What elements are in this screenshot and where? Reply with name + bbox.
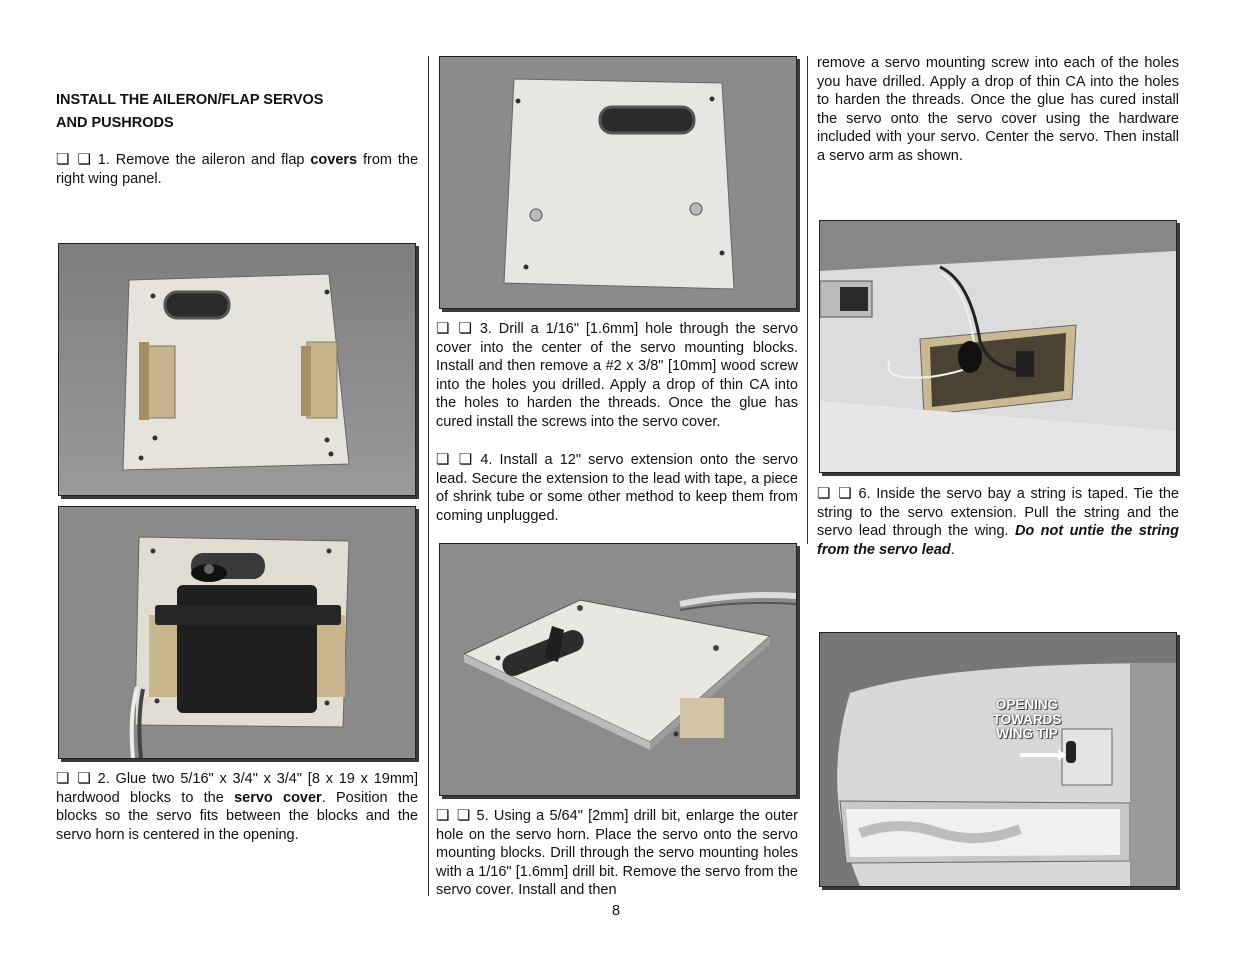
step-4-body: 4. Install a 12" servo extension onto the servo lead. Secure the extension to the lead with tape, a piece of shrink tube or some other method to keep them from coming unplugged. bbox=[436, 452, 799, 524]
step-5-body: 5. Using a 5/64" [2mm] drill bit, enlarge the outer hole on the servo horn. Place the servo onto the servo mounting blocks. Drill through the servo mounting holes with a 1/16" [1.6mm] drill bit. Remove the servo from the servo cover. Install and then bbox=[436, 808, 799, 899]
section-heading-line-1: INSTALL THE AILERON/FLAP SERVOS bbox=[56, 92, 324, 108]
checkbox-icon: ❏ ❏ bbox=[56, 151, 92, 168]
photo-servo-installed bbox=[58, 506, 416, 759]
callout-line-2: TOWARDS bbox=[992, 711, 1062, 727]
step-6-text bbox=[817, 485, 1179, 559]
step-6-post: . bbox=[950, 541, 955, 558]
step-1-bold: covers bbox=[310, 152, 358, 168]
step-3-body: 3. Drill a 1/16" [1.6mm] hole through the servo cover into the center of the servo mounting blocks. Install and then remove a #2 x 3/8" [10mm] wood screw into the holes you drilled. Apply a drop of thin CA into the holes to harden the threads. Once the glue has cured install the screws into the servo cover. bbox=[436, 321, 799, 430]
step-5-text bbox=[436, 807, 798, 900]
checkbox-icon: ❏ ❏ bbox=[436, 320, 473, 337]
step-6-pre: 6. Inside the servo bay a string is taped. Tie the string to the servo extension. Pull the string and the servo lead through the wing. bbox=[817, 486, 1180, 540]
step-1-pre: 1. Remove the aileron and flap bbox=[97, 152, 311, 168]
photo-servo-cover-blocks bbox=[58, 243, 416, 496]
photo-wing-tip-opening bbox=[819, 632, 1177, 887]
section-heading bbox=[56, 89, 396, 135]
checkbox-icon: ❏ ❏ bbox=[817, 485, 853, 502]
step-2-text bbox=[56, 770, 418, 844]
callout-line-3: WING TIP bbox=[996, 726, 1058, 741]
step-1-text bbox=[56, 151, 418, 188]
step-5-continued-body: remove a servo mounting screw into each of the holes you have drilled. Apply a drop of thin CA into the holes to harden the threads. Once the glue has cured install the servo onto the servo cover using the hardware included with your servo. Center the servo. Then install a servo arm as shown. bbox=[817, 55, 1179, 164]
step-4-text bbox=[436, 451, 798, 525]
step-6-bold-italic: Do not untie the string from the servo lead bbox=[817, 523, 1179, 558]
photo-servo-cover-screws bbox=[439, 56, 797, 309]
step-2-post: . Position the blocks so the servo fits between the blocks and the servo horn is centered in the opening. bbox=[56, 789, 419, 843]
photo-servo-bay-string bbox=[819, 220, 1177, 473]
step-5-continued-text bbox=[817, 54, 1179, 166]
page-number: 8 bbox=[612, 903, 621, 919]
section-heading-line-2: AND PUSHRODS bbox=[56, 115, 174, 131]
column-divider-right bbox=[807, 56, 808, 544]
checkbox-icon: ❏ ❏ bbox=[436, 451, 474, 468]
photo-servo-on-cover bbox=[439, 543, 797, 796]
wing-tip-callout bbox=[972, 698, 1082, 742]
checkbox-icon: ❏ ❏ bbox=[56, 770, 92, 787]
step-3-text bbox=[436, 320, 798, 432]
step-2-pre: 2. Glue two 5/16" x 3/4" x 3/4" [8 x 19 x 19mm] hardwood blocks to the bbox=[56, 771, 419, 806]
step-1-post: from the right wing panel. bbox=[56, 152, 419, 187]
checkbox-icon: ❏ ❏ bbox=[436, 807, 472, 824]
callout-line-1: OPENING bbox=[995, 697, 1059, 712]
column-divider-left bbox=[428, 56, 429, 896]
step-2-bold: servo cover bbox=[234, 789, 322, 806]
